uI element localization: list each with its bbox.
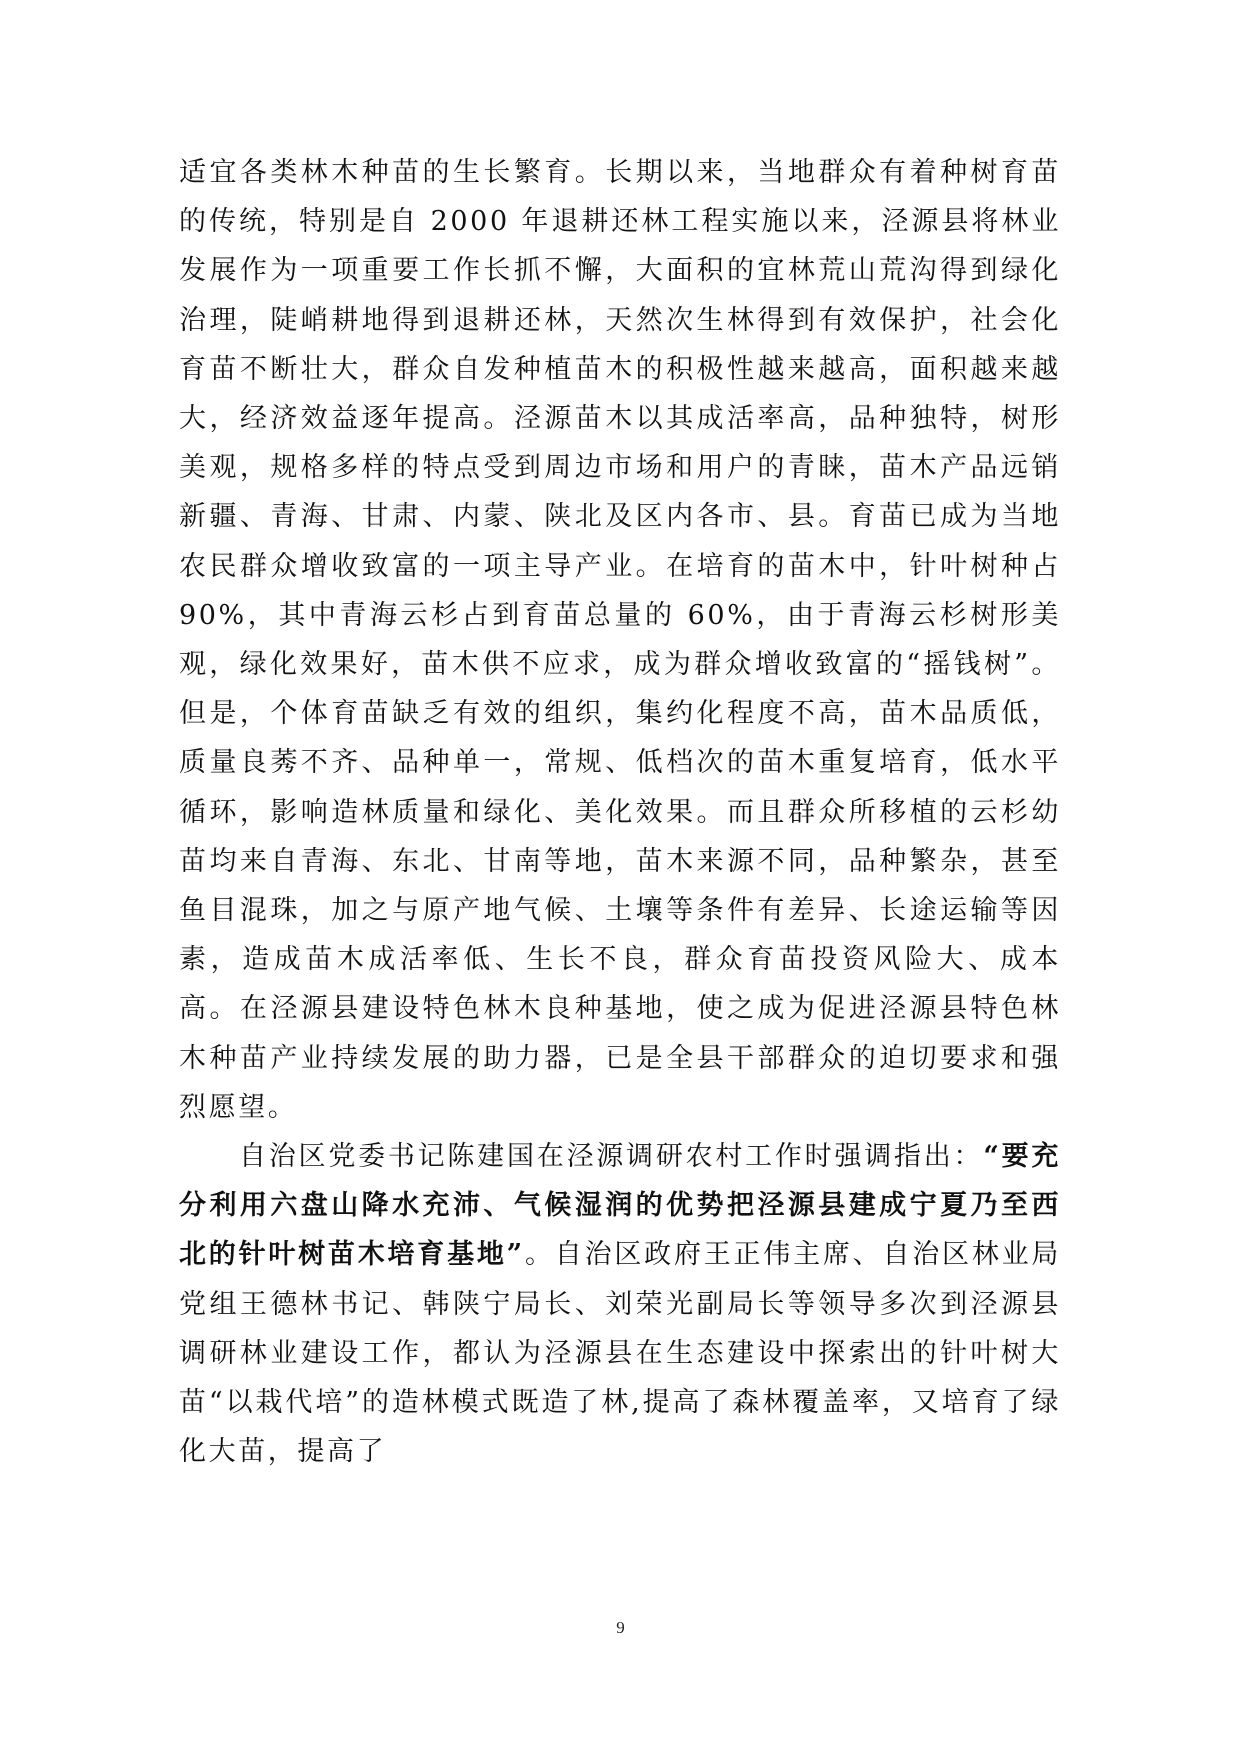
bold-quotation: “要充分利用六盘山降水充沛、气候湿润的优势把泾源县建成宁夏乃至西北的针叶树苗木培育基地” — [179, 1141, 1061, 1271]
paragraph-lead-text: 自治区党委书记陈建国在泾源调研农村工作时强调指出： — [239, 1141, 984, 1173]
page-number: 9 — [616, 1618, 625, 1637]
paragraph-leadership-remarks — [179, 1132, 1061, 1476]
paragraph-tail-text: 。自治区政府王正伟主席、自治区林业局党组王德林书记、韩陕宁局长、刘荣光副局长等领导多次到泾源县调研林业建设工作，都认为泾源县在生态建设中探索出的针叶树大苗“以栽代培”的造林模式既造了林,提高了森林覆盖率，又培育了绿化大苗，提高了 — [179, 1239, 1061, 1468]
body-text — [179, 148, 1061, 1476]
paragraph-seedling-industry: 适宜各类林木种苗的生长繁育。长期以来，当地群众有着种树育苗的传统，特别是自 2000 年退耕还林工程实施以来，泾源县将林业发展作为一项重要工作长抓不懈，大面积的宜林荒山荒沟得到绿化治理，陡峭耕地得到退耕还林，天然次生林得到有效保护，社会化育苗不断壮大，群众自发种植苗木的积极性越来越高，面积越来越大，经济效益逐年提高。泾源苗木以其成活率高，品种独特，树形美观，规格多样的特点受到周边市场和用户的青睐，苗木产品远销新疆、青海、甘肃、内蒙、陕北及区内各市、县。育苗已成为当地农民群众增收致富的一项主导产业。在培育的苗木中，针叶树种占 90%，其中青海云杉占到育苗总量的 60%，由于青海云杉树形美观，绿化效果好，苗木供不应求，成为群众增收致富的“摇钱树”。但是，个体育苗缺乏有效的组织，集约化程度不高，苗木品质低，质量良莠不齐、品种单一，常规、低档次的苗木重复培育，低水平循环，影响造林质量和绿化、美化效果。而且群众所移植的云杉幼苗均来自青海、东北、甘南等地，苗木来源不同，品种繁杂，甚至鱼目混珠，加之与原产地气候、土壤等条件有差异、长途运输等因素，造成苗木成活率低、生长不良，群众育苗投资风险大、成本高。在泾源县建设特色林木良种基地，使之成为促进泾源县特色林木种苗产业持续发展的助力器，已是全县干部群众的迫切要求和强烈愿望。 — [179, 157, 1061, 1123]
